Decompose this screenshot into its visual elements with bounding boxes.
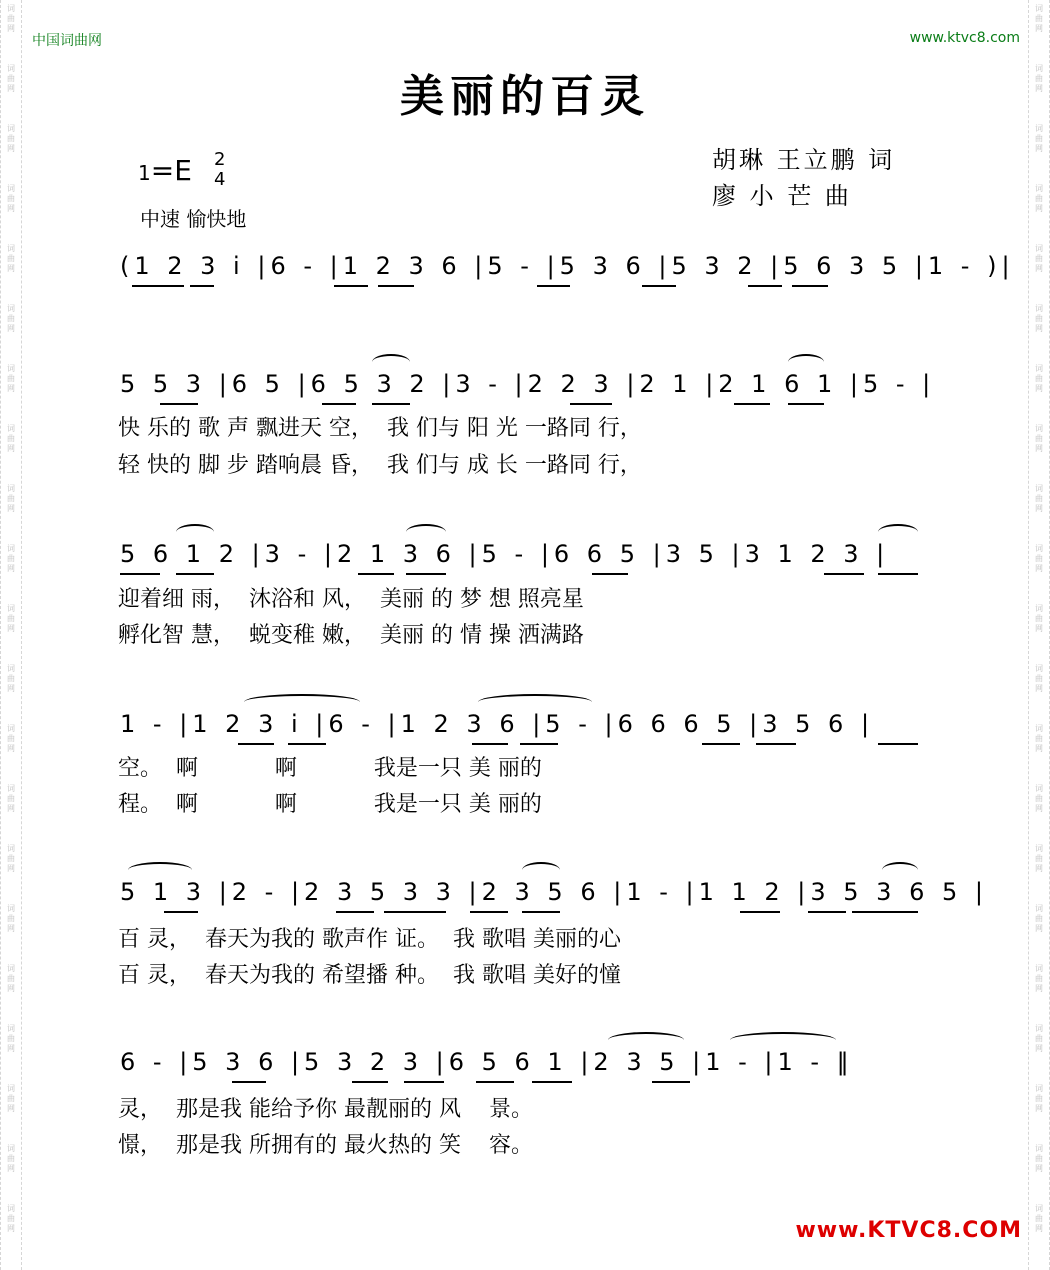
beam-underline: [642, 285, 676, 287]
beam-underline: [878, 743, 918, 745]
composer-credit: 廖 小 芒 曲: [712, 182, 852, 210]
notation-text: (1 2 3 i |6 - |1 2 3 6 |5 - |5 3 6 |5 3 2 |5 6 3 5 |1 - )|: [120, 252, 1015, 280]
side-mark: 词 曲 网: [1035, 1084, 1043, 1113]
beam-underline: [334, 285, 368, 287]
beam-underline: [358, 573, 394, 575]
site-url-right[interactable]: www.ktvc8.com: [909, 30, 1020, 46]
side-mark: 词 曲 网: [7, 424, 15, 453]
beam-underline: [336, 911, 374, 913]
beam-underline: [406, 573, 446, 575]
beam-underline: [470, 911, 508, 913]
beam-underline: [652, 1081, 690, 1083]
beam-underline: [702, 743, 740, 745]
side-mark: 词 曲 网: [1035, 544, 1043, 573]
side-mark: 词 曲 网: [7, 604, 15, 633]
watermark: www.KTVC8.COM: [795, 1218, 1022, 1243]
side-mark: 词 曲 网: [1035, 604, 1043, 633]
slur-mark: [244, 694, 360, 710]
side-mark: 词 曲 网: [7, 1084, 15, 1113]
side-mark: 词 曲 网: [7, 484, 15, 513]
beam-underline: [808, 911, 846, 913]
side-mark: 词 曲 网: [1035, 1024, 1043, 1053]
slur-mark: [788, 354, 824, 370]
notation-text: 5 6 1 2 |3 - |2 1 3 6 |5 - |6 6 5 |3 5 |3 1 2 3 |: [120, 540, 890, 568]
beam-underline: [532, 1081, 572, 1083]
lyric-line: 快 乐的 歌 声 飘进天 空， 我 们与 阳 光 一路同 行，: [118, 416, 642, 441]
tempo-marking: 中速 愉快地: [140, 207, 247, 231]
side-mark: 词 曲 网: [7, 184, 15, 213]
side-mark: 词 曲 网: [7, 304, 15, 333]
beam-underline: [472, 743, 508, 745]
slur-mark: [128, 862, 192, 878]
side-mark: 词 曲 网: [7, 4, 15, 33]
beam-underline: [882, 911, 918, 913]
beam-underline: [878, 573, 918, 575]
side-mark: 词 曲 网: [1035, 904, 1043, 933]
side-mark: 词 曲 网: [1035, 844, 1043, 873]
side-mark: 词 曲 网: [1035, 1204, 1043, 1233]
lyric-line: 轻 快的 脚 步 踏响晨 昏， 我 们与 成 长 一路同 行，: [118, 453, 642, 478]
beam-underline: [824, 573, 864, 575]
beam-underline: [740, 911, 780, 913]
side-mark: 词 曲 网: [7, 1024, 15, 1053]
beam-underline: [792, 285, 828, 287]
side-mark: 词 曲 网: [7, 364, 15, 393]
beam-underline: [132, 285, 184, 287]
side-mark: 词 曲 网: [1035, 4, 1043, 33]
beam-underline: [522, 911, 560, 913]
side-mark: 词 曲 网: [1035, 784, 1043, 813]
side-mark: 词 曲 网: [7, 244, 15, 273]
beam-underline: [734, 403, 770, 405]
slur-mark: [878, 524, 918, 540]
lyric-line: 百 灵， 春天为我的 希望播 种。 我 歌唱 美好的憧: [118, 963, 621, 988]
beam-underline: [190, 285, 214, 287]
side-mark: 词 曲 网: [1035, 124, 1043, 153]
beam-underline: [476, 1081, 514, 1083]
time-signature: [214, 150, 225, 190]
lyric-line: 憬， 那是我 所拥有的 最火热的 笑 容。: [118, 1133, 533, 1158]
side-mark: 词 曲 网: [7, 1204, 15, 1233]
beam-underline: [176, 573, 214, 575]
side-mark: 词 曲 网: [1035, 364, 1043, 393]
key-degree: 1: [138, 161, 151, 185]
lyricist-credit: 胡琳 王立鹏 词: [712, 146, 896, 174]
beam-underline: [372, 403, 410, 405]
side-mark: 词 曲 网: [7, 544, 15, 573]
lyric-line: 灵， 那是我 能给予你 最靓丽的 风 景。: [118, 1097, 533, 1122]
beam-underline: [788, 403, 824, 405]
side-mark: 词 曲 网: [1035, 664, 1043, 693]
side-mark: 词 曲 网: [1035, 304, 1043, 333]
side-mark: 词 曲 网: [7, 64, 15, 93]
beam-underline: [238, 743, 274, 745]
beam-underline: [537, 285, 570, 287]
beam-underline: [120, 573, 160, 575]
side-mark: 词 曲 网: [7, 844, 15, 873]
side-mark: 词 曲 网: [7, 904, 15, 933]
slur-mark: [176, 524, 214, 540]
side-mark: 词 曲 网: [7, 724, 15, 753]
beam-underline: [378, 285, 414, 287]
key-note: =E: [150, 154, 192, 187]
site-name-left[interactable]: 中国词曲网: [32, 33, 102, 49]
lyric-line: 百 灵， 春天为我的 歌声作 证。 我 歌唱 美丽的心: [118, 927, 621, 952]
beam-underline: [570, 403, 612, 405]
notation-text: 5 1 3 |2 - |2 3 5 3 3 |2 3 5 6 |1 - |1 1 2 |3 5 3 6 5 |: [120, 878, 988, 906]
beam-underline: [288, 743, 326, 745]
side-mark: 词 曲 网: [1035, 64, 1043, 93]
lyric-line: 孵化智 慧， 蜕变稚 嫩， 美丽 的 情 操 洒满路: [118, 623, 584, 648]
slur-mark: [522, 862, 560, 878]
beam-underline: [352, 1081, 388, 1083]
beam-underline: [756, 743, 796, 745]
beam-underline: [322, 403, 356, 405]
beam-underline: [748, 285, 782, 287]
slur-mark: [730, 1032, 836, 1048]
side-mark: 词 曲 网: [1035, 724, 1043, 753]
staff-line: [0, 252, 1050, 308]
lyric-line: 迎着细 雨， 沐浴和 风， 美丽 的 梦 想 照亮星: [118, 587, 584, 612]
side-mark: 词 曲 网: [1035, 484, 1043, 513]
beam-underline: [160, 403, 198, 405]
beam-underline: [164, 911, 198, 913]
side-mark: 词 曲 网: [1035, 424, 1043, 453]
beam-underline: [384, 911, 446, 913]
key-signature: [138, 154, 192, 187]
slur-mark: [372, 354, 410, 370]
meter-bottom: 4: [214, 169, 226, 190]
side-mark: 词 曲 网: [7, 964, 15, 993]
beam-underline: [592, 573, 628, 575]
side-mark: 词 曲 网: [1035, 184, 1043, 213]
side-mark: 词 曲 网: [7, 784, 15, 813]
slur-mark: [882, 862, 918, 878]
beam-underline: [232, 1081, 266, 1083]
lyric-line: 空。 啊 啊 我是一只 美 丽的: [118, 756, 542, 781]
slur-mark: [478, 694, 592, 710]
beam-underline: [404, 1081, 444, 1083]
side-mark: 词 曲 网: [1035, 244, 1043, 273]
side-mark: 词 曲 网: [7, 664, 15, 693]
notation-text: 5 5 3 |6 5 |6 5 3 2 |3 - |2 2 3 |2 1 |2 1 6 1 |5 - |: [120, 370, 936, 398]
slur-mark: [608, 1032, 684, 1048]
meter-top: 2: [214, 149, 226, 170]
slur-mark: [406, 524, 446, 540]
beam-underline: [520, 743, 558, 745]
notation-text: 1 - |1 2 3 i |6 - |1 2 3 6 |5 - |6 6 6 5 |3 5 6 |: [120, 710, 875, 738]
side-mark: 词 曲 网: [7, 1144, 15, 1173]
side-mark: 词 曲 网: [1035, 964, 1043, 993]
song-title: 美丽的百灵: [400, 71, 650, 122]
notation-text: 6 - |5 3 6 |5 3 2 3 |6 5 6 1 |2 3 5 |1 - |1 - ‖: [120, 1048, 854, 1076]
side-mark: 词 曲 网: [7, 124, 15, 153]
side-mark: 词 曲 网: [1035, 1144, 1043, 1173]
lyric-line: 程。 啊 啊 我是一只 美 丽的: [118, 792, 542, 817]
